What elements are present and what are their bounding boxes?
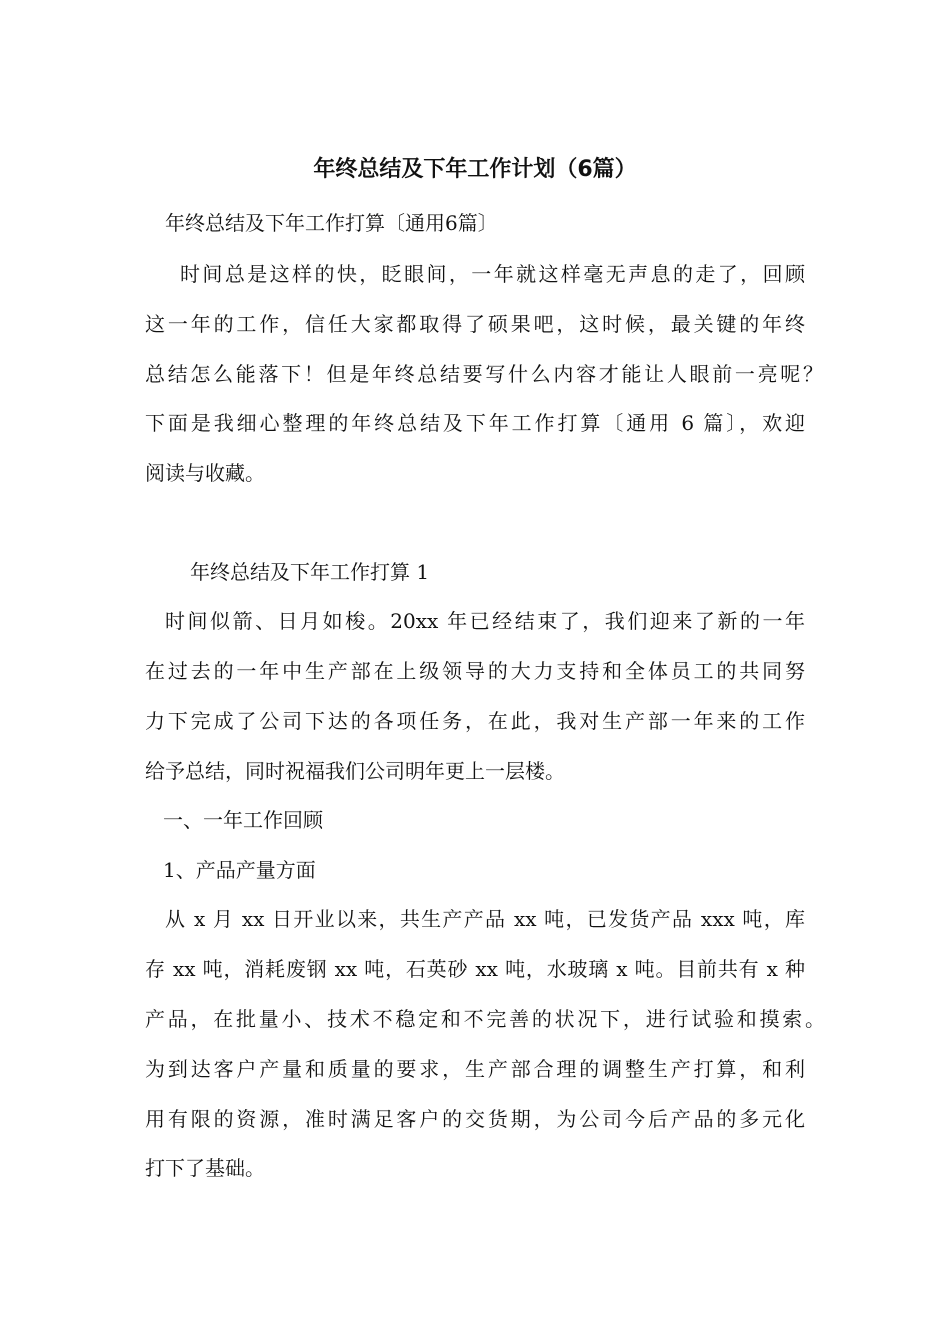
heading-product-output: 1、产品产量方面 — [163, 858, 316, 882]
output-line-5: 用有限的资源，准时满足客户的交货期，为公司今后产品的多元化 — [145, 1107, 805, 1131]
document-title: 年终总结及下年工作计划（6篇） — [313, 157, 637, 182]
section-heading-1: 年终总结及下年工作打算 1 — [190, 560, 430, 584]
paragraph-line-2: 在过去的一年中生产部在上级领导的大力支持和全体员工的共同努 — [145, 659, 805, 683]
intro-line-5: 阅读与收藏。 — [145, 461, 265, 485]
paragraph-line-3: 力下完成了公司下达的各项任务，在此，我对生产部一年来的工作 — [145, 709, 805, 733]
output-line-1: 从 x 月 xx 日开业以来，共生产产品 xx 吨，已发货产品 xxx 吨，库 — [165, 907, 805, 931]
intro-line-1: 时间总是这样的快，眨眼间，一年就这样毫无声息的走了，回顾 — [180, 262, 805, 286]
intro-line-3: 总结怎么能落下！但是年终总结要写什么内容才能让人眼前一亮呢？ — [145, 362, 823, 386]
heading-work-review: 一、一年工作回顾 — [163, 808, 323, 832]
intro-line-2: 这一年的工作，信任大家都取得了硕果吧，这时候，最关键的年终 — [145, 312, 805, 336]
output-line-3: 产品，在批量小、技术不稳定和不完善的状况下，进行试验和摸索。 — [145, 1007, 825, 1031]
output-line-2: 存 xx 吨，消耗废钢 xx 吨，石英砂 xx 吨，水玻璃 x 吨。目前共有 x 种 — [145, 957, 805, 981]
output-line-4: 为到达客户产量和质量的要求，生产部合理的调整生产打算，和利 — [145, 1057, 805, 1081]
paragraph-line-4: 给予总结，同时祝福我们公司明年更上一层楼。 — [145, 759, 565, 783]
paragraph-line-1: 时间似箭、日月如梭。20xx 年已经结束了，我们迎来了新的一年 — [165, 609, 805, 633]
intro-line-4: 下面是我细心整理的年终总结及下年工作打算〔通用 6 篇〕，欢迎 — [145, 411, 805, 435]
subtitle-line: 年终总结及下年工作打算〔通用6篇〕 — [165, 211, 498, 235]
output-line-6: 打下了基础。 — [145, 1156, 265, 1180]
